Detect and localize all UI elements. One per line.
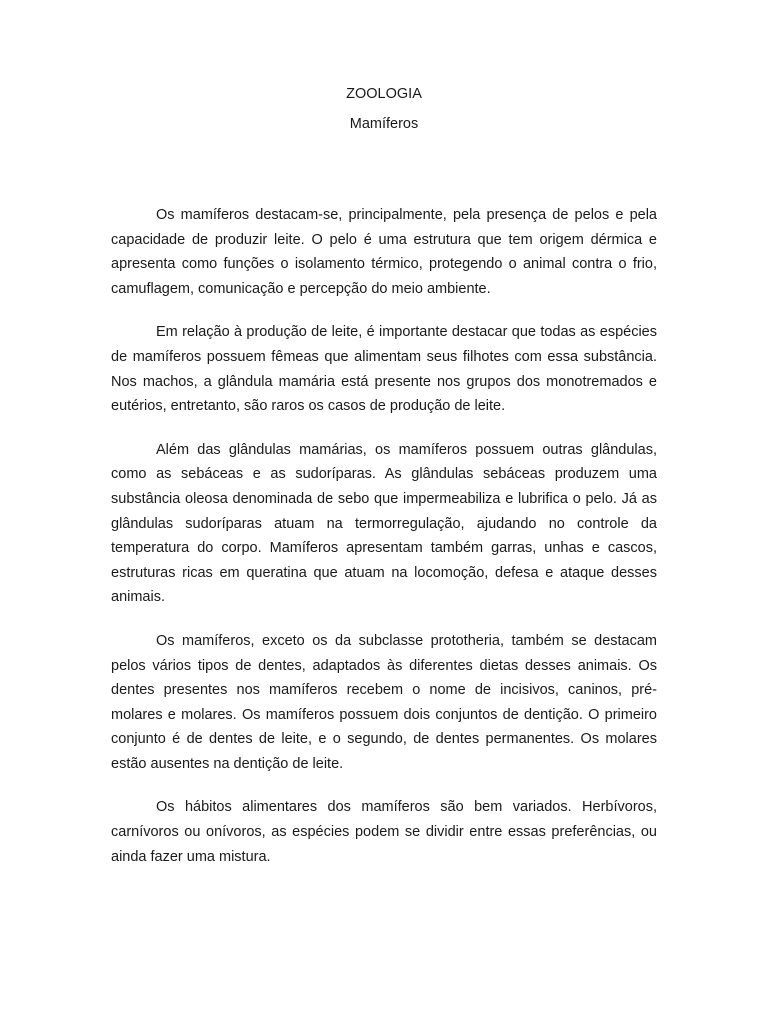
document-title: ZOOLOGIA (346, 86, 422, 102)
paragraph-habitos: Os hábitos alimentares dos mamíferos são bem variados. Herbívoros, carnívoros ou onívoros, as espécies podem se dividir entre essas preferências, ou ainda fazer uma mistura. (111, 799, 657, 865)
paragraph-glandulas: Além das glândulas mamárias, os mamíferos possuem outras glândulas, como as sebáceas e as sudoríparas. As glândulas sebáceas produzem uma substância oleosa denominada de sebo que impermeabiliza e lubrifica o pelo. Já as glândulas sudoríparas atuam na termorregulação, ajudando no controle da temperatura do corpo. Mamíferos apresentam também garras, unhas e cascos, estruturas ricas em queratina que atuam na locomoção, defesa e ataque desses animais. (111, 441, 657, 606)
paragraph-pelos: Os mamíferos destacam-se, principalmente, pela presença de pelos e pela capacidade de produzir leite. O pelo é uma estrutura que tem origem dérmica e apresenta como funções o isolamento térmico, protegendo o animal contra o frio, camuflagem, comunicação e percepção do meio ambiente. (111, 207, 657, 297)
document-subtitle: Mamíferos (349, 116, 419, 132)
paragraph-dentes: Os mamíferos, exceto os da subclasse prototheria, também se destacam pelos vários tipos de dentes, adaptados às diferentes dietas desses animais. Os dentes presentes nos mamíferos recebem o nome de incisivos, caninos, pré-molares e molares. Os mamíferos possuem dois conjuntos de dentição. O primeiro conjunto é de dentes de leite, e o segundo, de dentes permanentes. Os molares estão ausentes na dentição de leite. (111, 632, 657, 772)
paragraph-leite: Em relação à produção de leite, é importante destacar que todas as espécies de mamíferos possuem fêmeas que alimentam seus filhotes com essa substância. Nos machos, a glândula mamária está presente nos grupos dos monotremados e eutérios, entretanto, são raros os casos de produção de leite. (111, 324, 657, 415)
document-body (111, 203, 657, 888)
